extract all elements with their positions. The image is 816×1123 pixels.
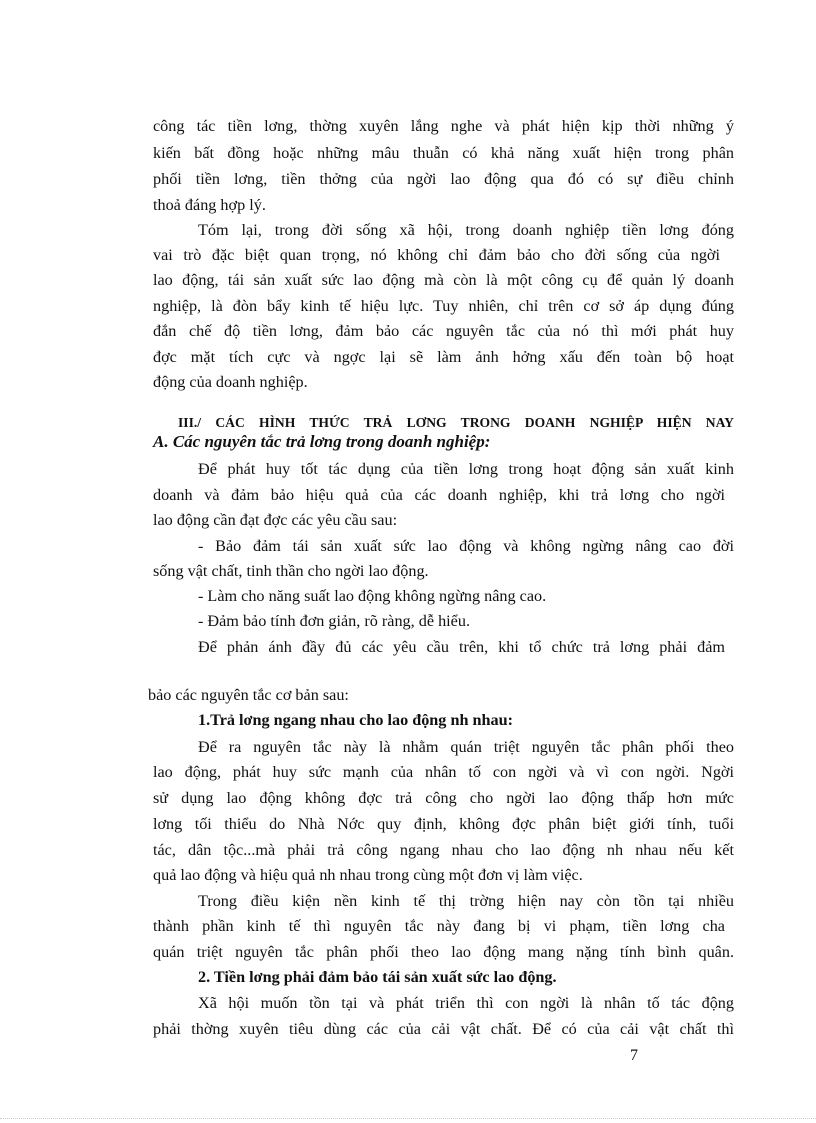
text-line: lao động, phát huy sức mạnh của nhân tố con ngời và vì con ngời. Ngời [153, 763, 734, 781]
text-line: đắn chế độ tiền lơng, đảm bảo các nguyên tắc của nó thì mới phát huy [153, 322, 734, 340]
subsection-heading: 2. Tiền lơng phải đảm bảo tái sản xuất sức lao động. [198, 968, 557, 986]
section-heading: III./ CÁC HÌNH THỨC TRẢ LƠNG TRONG DOANH NGHIỆP HIỆN NAY [178, 415, 734, 430]
text-line: Để phản ánh đầy đủ các yêu cầu trên, khi tổ chức trả lơng phải đảm [198, 638, 725, 656]
text-line: quả lao động và hiệu quả nh nhau trong cùng một đơn vị làm việc. [153, 866, 583, 884]
text-line: lao động, tái sản xuất sức lao động mà còn là một công cụ để quản lý doanh [153, 271, 734, 289]
text-line: nghiệp, là đòn bẩy kinh tế hiệu lực. Tuy nhiên, chỉ trên cơ sở áp dụng đúng [153, 297, 734, 315]
list-item: - Bảo đảm tái sản xuất sức lao động và không ngừng nâng cao đời [198, 537, 734, 555]
text-line: thoả đáng hợp lý. [153, 196, 266, 214]
list-item: - Đảm bảo tính đơn giản, rõ ràng, dễ hiểu. [198, 612, 470, 630]
page-bottom-divider [0, 1118, 816, 1119]
text-line: Xã hội muốn tồn tại và phát triển thì con ngời là nhân tố tác động [198, 994, 734, 1012]
text-line: Trong điều kiện nền kinh tế thị trờng hiện nay còn tồn tại nhiều [198, 892, 734, 910]
text-line: phải thờng xuyên tiêu dùng các của cải vật chất. Để có của cải vật chất thì [153, 1020, 734, 1038]
text-line: tác, dân tộc...mà phải trả công ngang nhau cho lao động nh nhau nếu kết [153, 841, 734, 859]
text-line: sống vật chất, tinh thần cho ngời lao động. [153, 562, 429, 580]
text-line: Tóm lại, trong đời sống xã hội, trong doanh nghiệp tiền lơng đóng [198, 221, 734, 239]
page-number: 7 [630, 1047, 638, 1064]
text-line: phối tiền lơng, tiền thởng của ngời lao động qua đó có sự điều chỉnh [153, 170, 734, 188]
text-line: công tác tiền lơng, thờng xuyên lắng nghe và phát hiện kịp thời những ý [153, 117, 734, 135]
text-line: vai trò đặc biệt quan trọng, nó không chỉ đảm bảo cho đời sống của ngời [153, 246, 720, 264]
subsection-heading: A. Các nguyên tắc trả lơng trong doanh nghiệp: [153, 432, 491, 451]
text-line: thành phần kinh tế thì nguyên tắc này đang bị vi phạm, tiền lơng cha [153, 917, 725, 935]
text-line: doanh và đảm bảo hiệu quả của các doanh nghiệp, khi trả lơng cho ngời [153, 486, 725, 504]
text-line: Để ra nguyên tắc này là nhằm quán triệt nguyên tắc phân phối theo [198, 738, 734, 756]
text-line: đợc mặt tích cực và ngợc lại sẽ làm ảnh hởng xấu đến toàn bộ hoạt [153, 348, 734, 366]
list-item: - Làm cho năng suất lao động không ngừng nâng cao. [198, 587, 547, 605]
subsection-heading: 1.Trả lơng ngang nhau cho lao động nh nhau: [198, 711, 513, 729]
text-line: quán triệt nguyên tắc phân phối theo lao động mang nặng tính bình quân. [153, 943, 734, 961]
text-line: sử dụng lao động không đợc trả công cho ngời lao động thấp hơn mức [153, 789, 734, 807]
text-line: lao động cần đạt đợc các yêu cầu sau: [153, 511, 398, 529]
text-line: bảo các nguyên tắc cơ bản sau: [148, 686, 349, 704]
text-line: Để phát huy tốt tác dụng của tiền lơng trong hoạt động sản xuất kinh [198, 460, 734, 478]
text-line: lơng tối thiểu do Nhà Nớc quy định, không đợc phân biệt giới tính, tuổi [153, 815, 734, 833]
text-line: kiến bất đồng hoặc những mâu thuẫn có khả năng xuất hiện trong phân [153, 144, 734, 162]
text-line: động của doanh nghiệp. [153, 373, 308, 391]
